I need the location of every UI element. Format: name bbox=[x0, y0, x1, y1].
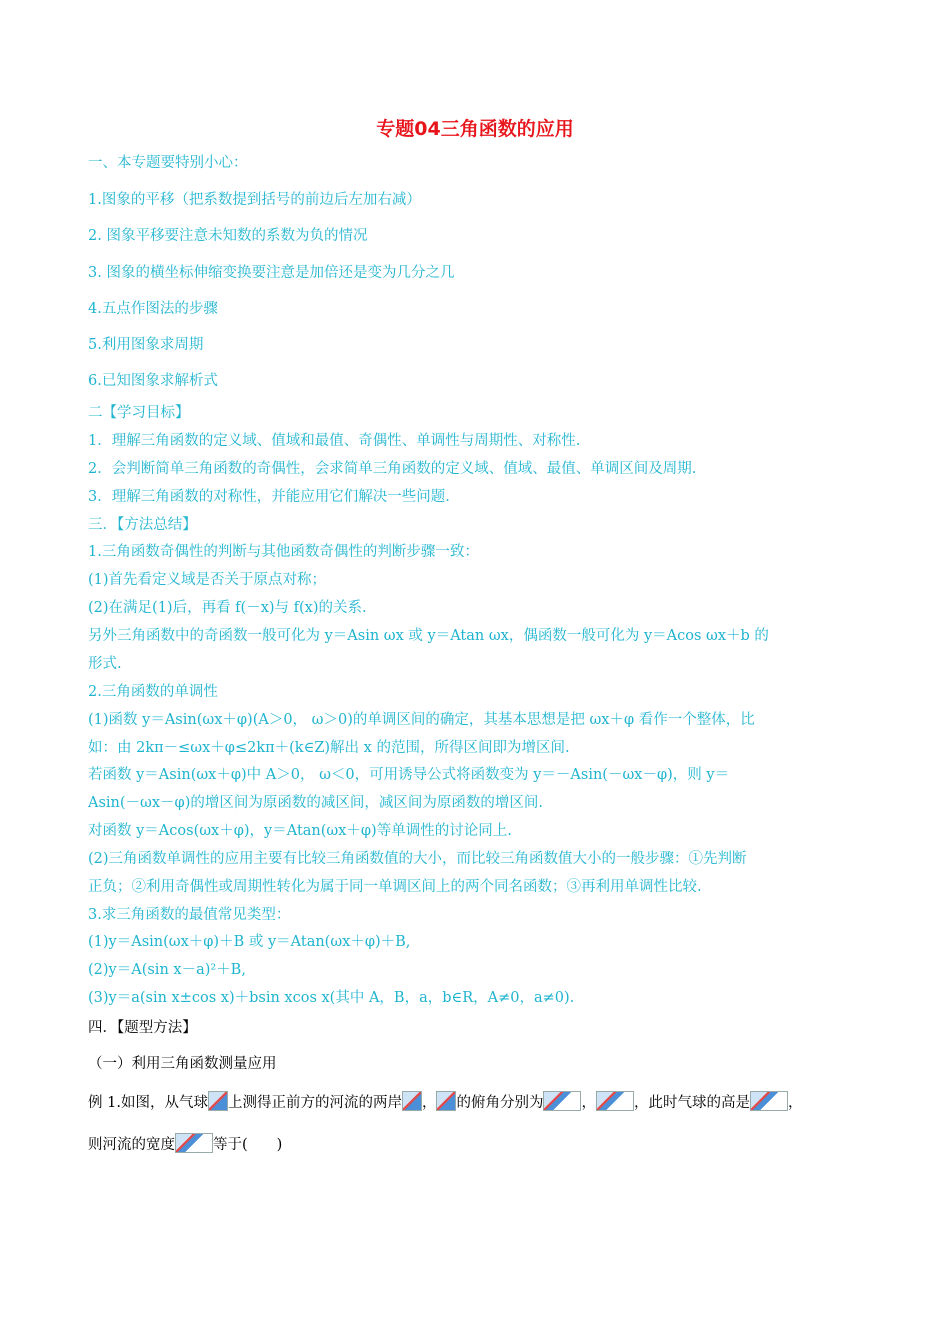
example-text: 则河流的宽度 bbox=[88, 1137, 175, 1153]
section1-item: 4.五点作图法的步骤 bbox=[88, 301, 218, 317]
section3-line: Asin(－ωx－φ)的增区间为原函数的减区间，减区间为原函数的增区间. bbox=[88, 795, 543, 811]
example-text: 上测得正前方的河流的两岸 bbox=[227, 1095, 402, 1111]
section3-heading: 三．【方法总结】 bbox=[88, 517, 197, 533]
section3-line: 如：由 2kπ－≤ωx＋φ≤2kπ＋(k∈Z)解出 x 的范围，所得区间即为增区间. bbox=[88, 740, 570, 756]
section1-item: 5.利用图象求周期 bbox=[88, 337, 204, 353]
example-line-2 bbox=[88, 1133, 282, 1155]
section2-item: 2．会判断简单三角函数的奇偶性，会求简单三角函数的定义域、值域、最值、单调区间及周期. bbox=[88, 461, 697, 477]
example-text: 例 1.如图，从气球 bbox=[88, 1095, 208, 1111]
formula-image bbox=[402, 1091, 422, 1111]
section1-item: 2. 图象平移要注意未知数的系数为负的情况 bbox=[88, 228, 368, 244]
formula-image bbox=[596, 1091, 634, 1111]
section3-line: (3)y＝a(sin x±cos x)＋bsin xcos x(其中 A，B，a，b∈R，A≠0，a≠0). bbox=[88, 990, 575, 1006]
example-text: ， bbox=[787, 1095, 803, 1111]
section2-heading: 二【学习目标】 bbox=[88, 405, 190, 421]
formula-image bbox=[436, 1091, 456, 1111]
formula-image bbox=[750, 1091, 788, 1111]
section4-subheading: （一）利用三角函数测量应用 bbox=[88, 1056, 277, 1072]
formula-image bbox=[543, 1091, 581, 1111]
example-text: ， bbox=[421, 1095, 437, 1111]
example-line-1 bbox=[88, 1091, 802, 1113]
section3-line: (1)函数 y＝Asin(ωx＋φ)(A＞0， ω＞0)的单调区间的确定，其基本思想是把 ωx＋φ 看作一个整体，比 bbox=[88, 712, 755, 728]
section3-line: (1)首先看定义域是否关于原点对称； bbox=[88, 572, 327, 588]
section4-heading: 四．【题型方法】 bbox=[88, 1020, 197, 1036]
formula-image bbox=[208, 1091, 228, 1111]
section3-line: 另外三角函数中的奇函数一般可化为 y＝Asin ωx 或 y＝Atan ωx，偶函数一般可化为 y＝Acos ωx＋b 的 bbox=[88, 628, 769, 644]
section3-line: 形式. bbox=[88, 656, 122, 672]
formula-image bbox=[175, 1133, 213, 1153]
section3-line: 2.三角函数的单调性 bbox=[88, 684, 218, 700]
section3-line: (2)三角函数单调性的应用主要有比较三角函数值的大小，而比较三角函数值大小的一般步骤：①先判断 bbox=[88, 851, 747, 867]
section1-item: 1.图象的平移（把系数提到括号的前边后左加右减） bbox=[88, 192, 421, 208]
section3-line: (2)在满足(1)后，再看 f(－x)与 f(x)的关系. bbox=[88, 600, 367, 616]
section3-line: 若函数 y＝Asin(ωx＋φ)中 A＞0， ω＜0，可用诱导公式将函数变为 y＝－Asin(－ωx－φ)，则 y＝ bbox=[88, 767, 730, 783]
section1-heading: 一、本专题要特别小心： bbox=[88, 155, 248, 171]
section3-line: 1.三角函数奇偶性的判断与其他函数奇偶性的判断步骤一致： bbox=[88, 544, 479, 560]
section3-line: 3.求三角函数的最值常见类型： bbox=[88, 907, 291, 923]
section2-item: 1．理解三角函数的定义域、值域和最值、奇偶性、单调性与周期性、对称性. bbox=[88, 433, 581, 449]
example-text: 等于( ) bbox=[213, 1137, 283, 1153]
section2-item: 3．理解三角函数的对称性，并能应用它们解决一些问题. bbox=[88, 489, 450, 505]
section3-line: 正负；②利用奇偶性或周期性转化为属于同一单调区间上的两个同名函数；③再利用单调性比较. bbox=[88, 879, 702, 895]
section3-line: (1)y＝Asin(ωx＋φ)＋B 或 y＝Atan(ωx＋φ)＋B, bbox=[88, 934, 411, 950]
section3-line: (2)y＝A(sin x－a)²＋B, bbox=[88, 962, 246, 978]
section3-line: 对函数 y＝Acos(ωx＋φ)，y＝Atan(ωx＋φ)等单调性的讨论同上. bbox=[88, 823, 512, 839]
section1-item: 6.已知图象求解析式 bbox=[88, 373, 218, 389]
page-title: 专题04三角函数的应用 bbox=[376, 118, 574, 140]
example-text: ， bbox=[581, 1095, 596, 1111]
example-text: 的俯角分别为 bbox=[456, 1095, 544, 1111]
section1-item: 3. 图象的横坐标伸缩变换要注意是加倍还是变为几分之几 bbox=[88, 265, 455, 281]
example-text: ，此时气球的高是 bbox=[633, 1095, 750, 1111]
